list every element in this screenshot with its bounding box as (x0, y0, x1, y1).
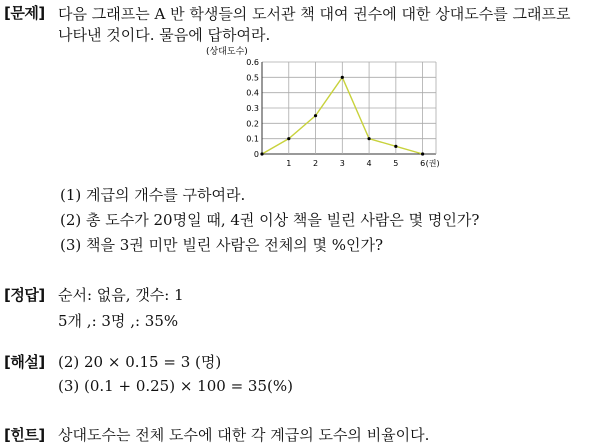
data-point (367, 137, 370, 140)
problem-tag: [문제] (4, 4, 45, 22)
y-tick-label: 0.1 (246, 134, 259, 144)
explanation-line1: (2) 20 × 0.15 = 3 (명) (58, 353, 222, 371)
data-point (314, 114, 317, 117)
data-point (421, 152, 424, 155)
question-3: (3) 책을 3권 미만 빌린 사람은 전체의 몇 %인가? (60, 236, 384, 254)
hint-tag: [힌트] (4, 426, 45, 444)
x-tick-label: 6 (420, 159, 426, 168)
answer-line2: 5개 ,: 3명 ,: 35% (58, 312, 179, 330)
y-axis-label: (상대도수) (206, 47, 248, 57)
question-2: (2) 총 도수가 20명일 때, 4권 이상 책을 빌린 사람은 몇 명인가? (60, 211, 480, 229)
x-tick-label: 4 (366, 159, 372, 168)
x-tick-label: 2 (312, 159, 319, 168)
data-point (260, 152, 263, 155)
explanation-line2: (3) (0.1 + 0.25) × 100 = 35(%) (58, 377, 293, 395)
answer-line1: 순서: 없음, 갯수: 1 (58, 286, 184, 304)
problem-text-line1: 다음 그래프는 A 반 학생들의 도서관 책 대여 권수에 대한 상대도수를 그래프로 (58, 5, 571, 23)
y-tick-label: 0 (253, 150, 259, 159)
data-point (287, 137, 290, 140)
data-point (341, 76, 344, 79)
explanation-tag: [해설] (4, 353, 45, 371)
y-tick-label: 0.6 (246, 58, 259, 67)
relative-frequency-chart (204, 44, 444, 176)
y-tick-label: 0.2 (246, 119, 259, 129)
x-tick-label: 5 (393, 159, 399, 168)
data-point (394, 145, 397, 148)
hint-text: 상대도수는 전체 도수에 대한 각 계급의 도수의 비율이다. (58, 426, 430, 444)
y-tick-label: 0.4 (246, 88, 259, 98)
y-tick-label: 0.3 (246, 104, 259, 113)
x-tick-label: 3 (339, 159, 345, 168)
answer-tag: [정답] (4, 286, 45, 304)
x-axis-unit: (권) (425, 159, 440, 168)
question-1: (1) 계급의 개수를 구하여라. (60, 186, 246, 204)
y-tick-label: 0.5 (246, 73, 259, 83)
x-tick-label: 1 (286, 159, 292, 168)
problem-text-line2: 나타낸 것이다. 물음에 답하여라. (58, 26, 271, 44)
